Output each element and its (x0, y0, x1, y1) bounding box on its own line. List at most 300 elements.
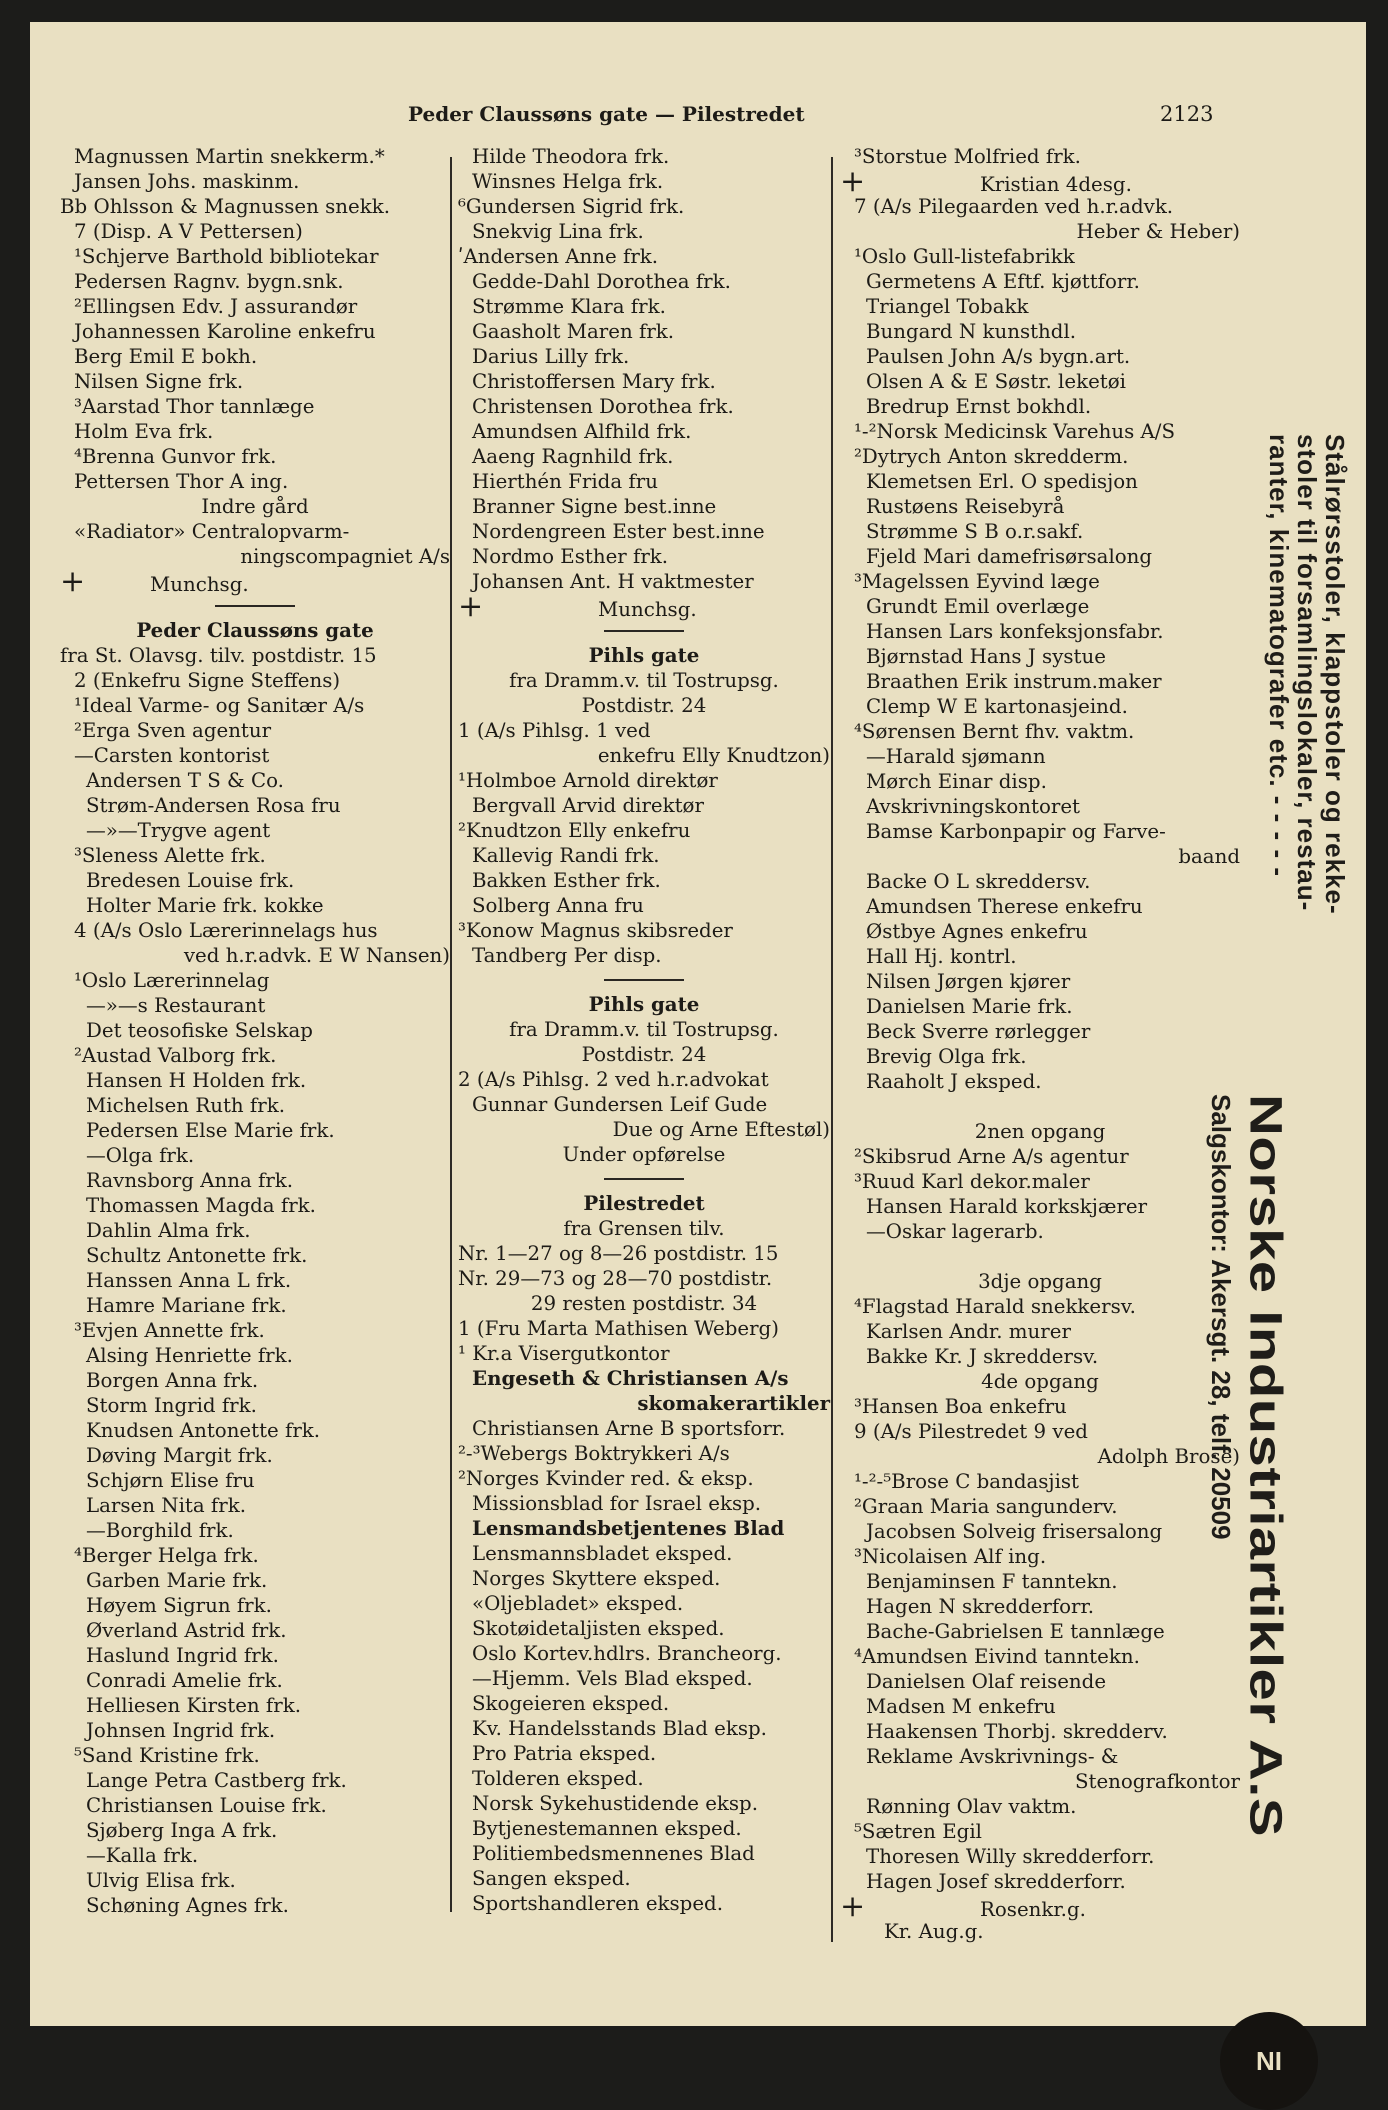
directory-line (60, 1043, 450, 1068)
directory-entry-text: Heber & Heber) (1076, 220, 1240, 243)
directory-line (60, 1693, 450, 1718)
directory-line (458, 419, 830, 444)
directory-line (840, 1644, 1240, 1669)
directory-line (60, 1793, 450, 1818)
directory-entry-text: Mørch Einar disp. (866, 770, 1047, 793)
directory-entry-text: ⁴Sørensen Bernt fhv. vaktm. (854, 720, 1135, 743)
directory-entry-text: Sportshandleren eksped. (472, 1892, 724, 1915)
directory-line (60, 1268, 450, 1293)
directory-line (458, 1067, 830, 1092)
directory-entry-text: —Borghild frk. (86, 1519, 234, 1542)
directory-entry-text: Missionsblad for Israel eksp. (472, 1492, 762, 1515)
directory-entry-text: Schjørn Elise fru (86, 1469, 255, 1492)
directory-entry-text: ⁴Flagstad Harald snekkersv. (854, 1295, 1136, 1318)
directory-line (60, 1293, 450, 1318)
directory-entry-text: Conradi Amelie frk. (86, 1669, 283, 1692)
directory-entry-text: ³Hansen Boa enkefru (854, 1395, 1067, 1418)
directory-line (840, 1269, 1240, 1294)
directory-entry-text: Johannessen Karoline enkefru (74, 320, 376, 343)
directory-line (458, 1341, 830, 1366)
directory-entry-text: —Carsten kontorist (74, 744, 270, 767)
directory-line (60, 743, 450, 768)
directory-line (458, 1366, 830, 1391)
directory-entry-text: Beck Sverre rørlegger (866, 1020, 1091, 1043)
directory-line (458, 569, 830, 594)
directory-entry-text: 1 (Fru Marta Mathisen Weberg) (458, 1317, 779, 1340)
section-rule (604, 1178, 684, 1180)
directory-entry-text: Fjeld Mari damefrisørsalong (866, 545, 1153, 568)
directory-line (60, 1743, 450, 1768)
directory-entry-text: Avskrivningskontoret (866, 795, 1080, 818)
directory-line (60, 1468, 450, 1493)
directory-entry-text: ⁴Berger Helga frk. (74, 1544, 259, 1567)
section-rule (604, 979, 684, 981)
directory-line (60, 469, 450, 494)
directory-line (840, 1344, 1240, 1369)
ad-text-line-3: ranter, kinematografer etc. - - - - - (1264, 434, 1294, 877)
directory-line (458, 1516, 830, 1541)
directory-entry-text: Nr. 29—73 og 28—70 postdistr. (458, 1267, 773, 1290)
directory-line (458, 1866, 830, 1891)
directory-line (840, 294, 1240, 319)
directory-entry-text: ³Sleness Alette frk. (74, 844, 266, 867)
company-logo-icon: NI (1220, 2012, 1318, 2110)
directory-line (60, 1568, 450, 1593)
directory-entry-text: Gunnar Gundersen Leif Gude (472, 1093, 768, 1116)
directory-line (458, 1042, 830, 1067)
directory-line (458, 444, 830, 469)
directory-line (458, 1441, 830, 1466)
directory-entry-text: ³Magelssen Eyvind læge (854, 570, 1100, 593)
directory-entry-text: ved h.r.advk. E W Nansen) (183, 944, 450, 967)
directory-entry-text: Holm Eva frk. (74, 420, 214, 443)
directory-entry-text: Hierthén Frida fru (472, 470, 658, 493)
directory-line (458, 494, 830, 519)
directory-line (458, 768, 830, 793)
directory-entry-text: Solberg Anna fru (472, 894, 644, 917)
directory-line (840, 769, 1240, 794)
directory-entry-text: Darius Lilly frk. (472, 345, 630, 368)
directory-entry-text: Johnsen Ingrid frk. (86, 1719, 276, 1742)
directory-line (60, 1518, 450, 1543)
directory-entry-text: ⁴Brenna Gunvor frk. (74, 445, 277, 468)
directory-entry-text: Thoresen Willy skredderforr. (866, 1845, 1155, 1868)
directory-line (458, 194, 830, 219)
directory-entry-text: ³Nicolaisen Alf ing. (854, 1545, 1047, 1568)
directory-entry-text: Pihls gate (588, 992, 700, 1016)
directory-entry-text: Bungard N kunsthdl. (866, 320, 1077, 343)
directory-line (458, 269, 830, 294)
directory-line (458, 893, 830, 918)
directory-entry-text: Hamre Mariane frk. (86, 1294, 287, 1317)
directory-entry-text: Gedde-Dahl Dorothea frk. (472, 270, 731, 293)
directory-entry-text: Johansen Ant. H vaktmester (472, 570, 754, 593)
directory-entry-text: Pedersen Else Marie frk. (86, 1119, 335, 1142)
directory-entry-text: ²Skibsrud Arne A/s agentur (854, 1145, 1129, 1168)
directory-entry-text: Bjørnstad Hans J systue (866, 645, 1106, 668)
directory-line (60, 1868, 450, 1893)
directory-line (840, 1469, 1240, 1494)
directory-entry-text: 4de opgang (981, 1370, 1099, 1393)
directory-entry-text: Munchsg. (150, 573, 249, 596)
page-number: 2123 (1160, 102, 1214, 126)
directory-line (840, 1694, 1240, 1719)
directory-line (840, 569, 1240, 594)
directory-entry-text: Nilsen Jørgen kjører (866, 970, 1071, 993)
directory-entry-text: Bakke Kr. J skreddersv. (866, 1345, 1099, 1368)
directory-entry-text: Garben Marie frk. (86, 1569, 268, 1592)
directory-line (458, 1117, 830, 1142)
directory-entry-text: ¹Schjerve Barthold bibliotekar (74, 245, 379, 268)
directory-entry-text: Reklame Avskrivnings- & (866, 1745, 1119, 1768)
directory-entry-text: Strøm-Andersen Rosa fru (86, 794, 341, 817)
directory-entry-text: —Oskar lagerarb. (866, 1220, 1044, 1243)
directory-line (840, 844, 1240, 869)
directory-entry-text: Due og Arne Eftestøl) (612, 1118, 830, 1141)
directory-line (840, 1919, 1240, 1944)
directory-entry-text: Adolph Brose) (1097, 1445, 1240, 1468)
directory-entry-text: Norges Skyttere eksped. (472, 1567, 721, 1590)
directory-line (840, 919, 1240, 944)
directory-entry-text: ²Graan Maria sangunderv. (854, 1495, 1118, 1518)
directory-line (60, 144, 450, 169)
directory-entry-text: Nilsen Signe frk. (74, 370, 244, 393)
directory-line (60, 519, 450, 544)
directory-entry-text: Skotøidetaljisten eksped. (472, 1617, 725, 1640)
directory-entry-text: Skogeieren eksped. (472, 1692, 670, 1715)
directory-entry-text: 7 (Disp. A V Pettersen) (74, 220, 303, 243)
cross-mark: + (840, 1889, 866, 1924)
directory-line (458, 469, 830, 494)
directory-line (840, 269, 1240, 294)
directory-line (60, 693, 450, 718)
directory-line (840, 1319, 1240, 1344)
directory-entry-text: Kallevig Randi frk. (472, 844, 660, 867)
directory-line (458, 1616, 830, 1641)
directory-line (458, 1266, 830, 1291)
directory-line (840, 1719, 1240, 1744)
directory-line (458, 793, 830, 818)
directory-entry-text: 2 (A/s Pihlsg. 2 ved h.r.advokat (458, 1068, 769, 1091)
directory-line (840, 1819, 1240, 1844)
directory-entry-text: Rønning Olav vaktm. (866, 1795, 1077, 1818)
directory-line (840, 1294, 1240, 1319)
directory-line (458, 1216, 830, 1241)
directory-line (840, 164, 1240, 199)
directory-line (60, 918, 450, 943)
directory-line (60, 843, 450, 868)
directory-entry-text: «Radiator» Centralopvarm- (74, 520, 350, 543)
directory-entry-text: «Oljebladet» eksped. (472, 1592, 684, 1615)
directory-entry-text: Danielsen Olaf reisende (866, 1670, 1107, 1693)
directory-entry-text: Bytjenestemannen eksped. (472, 1817, 742, 1840)
directory-entry-text: Clemp W E kartonasjeind. (866, 695, 1128, 718)
directory-entry-text: Hansen Harald korkskjærer (866, 1195, 1148, 1218)
directory-entry-text: Danielsen Marie frk. (866, 995, 1073, 1018)
directory-line (840, 444, 1240, 469)
directory-entry-text: ³Aarstad Thor tannlæge (74, 395, 315, 418)
directory-entry-text: ²-³Webergs Boktrykkeri A/s (458, 1442, 730, 1465)
directory-line (840, 794, 1240, 819)
directory-entry-text: 29 resten postdistr. 34 (530, 1292, 758, 1315)
directory-entry-text: Benjaminsen F tanntekn. (866, 1570, 1118, 1593)
directory-entry-text: Sangen eksped. (472, 1867, 631, 1890)
directory-line (60, 1718, 450, 1743)
directory-entry-text: fra Dramm.v. til Tostrupsg. (509, 1018, 779, 1041)
directory-line (840, 1394, 1240, 1419)
directory-line (458, 1391, 830, 1416)
directory-entry-text: Bredesen Louise frk. (86, 869, 295, 892)
directory-entry-text: —Harald sjømann (866, 745, 1046, 768)
directory-line (60, 1543, 450, 1568)
directory-entry-text: Branner Signe best.inne (472, 495, 717, 518)
directory-entry-text: Døving Margit frk. (86, 1444, 273, 1467)
directory-entry-text: Bergvall Arvid direktør (472, 794, 704, 817)
directory-line (840, 969, 1240, 994)
directory-line (840, 1419, 1240, 1444)
directory-entry-text: Rosenkr.g. (980, 1898, 1086, 1921)
directory-entry-text: Politiembedsmennenes Blad (472, 1842, 755, 1865)
directory-line (60, 1893, 450, 1918)
directory-entry-text: Ravnsborg Anna frk. (86, 1169, 294, 1192)
directory-entry-text: 1 (A/s Pihlsg. 1 ved (458, 719, 651, 742)
directory-line (458, 219, 830, 244)
directory-line (840, 744, 1240, 769)
directory-entry-text: Rustøens Reisebyrå (866, 495, 1065, 518)
directory-line (458, 1791, 830, 1816)
blank-line (840, 1094, 1240, 1119)
directory-entry-text: 4 (A/s Oslo Lærerinnelags hus (74, 919, 378, 942)
directory-entry-text: Winsnes Helga frk. (472, 170, 664, 193)
directory-entry-text: Indre gård (201, 495, 309, 518)
directory-entry-text: Peder Claussøns gate (136, 618, 374, 642)
directory-entry-text: Bb Ohlsson & Magnussen snekk. (60, 195, 390, 218)
directory-line (840, 1594, 1240, 1619)
directory-entry-text: Hilde Theodora frk. (472, 145, 670, 168)
directory-line (840, 1769, 1240, 1794)
directory-line (458, 394, 830, 419)
directory-line (458, 843, 830, 868)
directory-entry-text: ²Austad Valborg frk. (74, 1044, 277, 1067)
directory-line (458, 693, 830, 718)
directory-line (840, 494, 1240, 519)
directory-line (60, 1118, 450, 1143)
directory-line (60, 219, 450, 244)
directory-entry-text: Borgen Anna frk. (86, 1369, 259, 1392)
directory-line (458, 169, 830, 194)
directory-line (840, 1194, 1240, 1219)
directory-entry-text: Christiansen Louise frk. (86, 1794, 327, 1817)
section-rule (215, 605, 295, 607)
directory-entry-text: ¹-²-⁵Brose C bandasjist (854, 1470, 1079, 1493)
directory-line (840, 1544, 1240, 1569)
directory-line (840, 1889, 1240, 1924)
directory-entry-text: 7 (A/s Pilegaarden ved h.r.advk. (854, 195, 1174, 218)
directory-entry-text: Øverland Astrid frk. (86, 1619, 287, 1642)
section-heading (60, 618, 450, 643)
directory-entry-text: Hansen Lars konfeksjonsfabr. (866, 620, 1164, 643)
directory-line (840, 719, 1240, 744)
directory-entry-text: ²Dytrych Anton skredderm. (854, 445, 1129, 468)
directory-entry-text: Braathen Erik instrum.maker (866, 670, 1162, 693)
directory-line (458, 319, 830, 344)
directory-line (60, 1843, 450, 1868)
directory-entry-text: Karlsen Andr. murer (866, 1320, 1071, 1343)
directory-line (60, 419, 450, 444)
directory-line (840, 1794, 1240, 1819)
directory-line (840, 219, 1240, 244)
directory-line (840, 669, 1240, 694)
directory-line (60, 294, 450, 319)
directory-line (60, 319, 450, 344)
directory-line (458, 1691, 830, 1716)
directory-line (60, 1593, 450, 1618)
directory-line (458, 344, 830, 369)
cross-mark: + (60, 564, 86, 599)
directory-entry-text: ʹAndersen Anne frk. (458, 245, 659, 268)
column-left (60, 144, 450, 1918)
directory-line (458, 1291, 830, 1316)
directory-line (458, 1641, 830, 1666)
directory-line (840, 1519, 1240, 1544)
directory-entry-text: ²Ellingsen Edv. J assurandør (74, 295, 358, 318)
directory-entry-text: Bamse Karbonpapir og Farve- (866, 820, 1166, 843)
section-heading (458, 992, 830, 1017)
directory-entry-text: Larsen Nita frk. (86, 1494, 246, 1517)
directory-entry-text: Sjøberg Inga A frk. (86, 1819, 278, 1842)
directory-line (458, 1541, 830, 1566)
directory-entry-text: Kr. Aug.g. (884, 1920, 984, 1943)
directory-line (60, 369, 450, 394)
directory-entry-text: Strømme Klara frk. (472, 295, 666, 318)
directory-entry-text: fra Dramm.v. til Tostrupsg. (509, 669, 779, 692)
directory-line (458, 818, 830, 843)
directory-entry-text: ⁵Sætren Egil (854, 1820, 982, 1843)
directory-line (458, 1017, 830, 1042)
directory-entry-text: Andersen T S & Co. (86, 769, 284, 792)
directory-entry-text: 3dje opgang (978, 1270, 1102, 1293)
directory-line (840, 1044, 1240, 1069)
directory-entry-text: Knudsen Antonette frk. (86, 1419, 321, 1442)
directory-entry-text: Magnussen Martin snekkerm.* (74, 145, 385, 168)
directory-entry-text: ²Erga Sven agentur (74, 719, 272, 742)
directory-line (458, 1666, 830, 1691)
directory-line (840, 994, 1240, 1019)
directory-line (840, 1494, 1240, 1519)
directory-entry-text: Pro Patria eksped. (472, 1742, 657, 1765)
directory-line (458, 718, 830, 743)
directory-line (840, 394, 1240, 419)
directory-entry-text: Dahlin Alma frk. (86, 1219, 251, 1242)
directory-line (840, 1019, 1240, 1044)
directory-entry-text: Haslund Ingrid frk. (86, 1644, 279, 1667)
directory-entry-text: Gaasholt Maren frk. (472, 320, 675, 343)
directory-line (60, 1643, 450, 1668)
directory-entry-text: Hansen H Holden frk. (86, 1069, 307, 1092)
directory-line (60, 1093, 450, 1118)
directory-entry-text: ¹ Kr.a Visergutkontor (458, 1342, 670, 1365)
directory-entry-text: Michelsen Ruth frk. (86, 1094, 285, 1117)
directory-entry-text: Triangel Tobakk (866, 295, 1029, 318)
directory-entry-text: ¹-²Norsk Medicinsk Varehus A/S (854, 420, 1176, 443)
directory-entry-text: skomakerartikler (637, 1391, 830, 1415)
directory-line (840, 544, 1240, 569)
directory-line (60, 768, 450, 793)
directory-entry-text: Østbye Agnes enkefru (866, 920, 1088, 943)
directory-entry-text: Bakken Esther frk. (472, 869, 661, 892)
directory-entry-text: Nordengreen Ester best.inne (472, 520, 765, 543)
directory-line (840, 419, 1240, 444)
directory-line (458, 1741, 830, 1766)
directory-line (458, 868, 830, 893)
directory-entry-text: Lensmannsbladet eksped. (472, 1542, 733, 1565)
directory-line (60, 169, 450, 194)
directory-line (458, 668, 830, 693)
directory-line (60, 544, 450, 569)
directory-entry-text: 9 (A/s Pilestredet 9 ved (854, 1420, 1088, 1443)
directory-entry-text: ⁶Gundersen Sigrid frk. (458, 195, 685, 218)
directory-entry-text: Norsk Sykehustidende eksp. (472, 1792, 758, 1815)
directory-line (60, 668, 450, 693)
directory-entry-text: Postdistr. 24 (581, 1043, 707, 1066)
directory-line (840, 694, 1240, 719)
directory-line (840, 1444, 1240, 1469)
directory-line (60, 494, 450, 519)
directory-entry-text: ²Knudtzon Elly enkefru (458, 819, 691, 842)
directory-entry-text: ⁵Sand Kristine frk. (74, 1744, 260, 1767)
directory-entry-text: Postdistr. 24 (581, 694, 707, 717)
directory-entry-text: Strømme S B o.r.sakf. (866, 520, 1084, 543)
directory-entry-text: Raaholt J eksped. (866, 1070, 1042, 1093)
directory-line (60, 1618, 450, 1643)
column-middle (458, 144, 830, 1916)
cross-mark: + (458, 589, 484, 624)
directory-entry-text: Ulvig Elisa frk. (86, 1869, 236, 1892)
cross-mark: + (840, 164, 866, 199)
directory-page (30, 22, 1366, 2076)
directory-line (458, 1716, 830, 1741)
directory-entry-text: Pihls gate (588, 643, 700, 667)
directory-line (840, 344, 1240, 369)
directory-entry-text: Jacobsen Solveig frisersalong (866, 1520, 1163, 1543)
directory-line (60, 1368, 450, 1393)
directory-entry-text: Grundt Emil overlæge (866, 595, 1090, 618)
directory-entry-text: Nordmo Esther frk. (472, 545, 669, 568)
directory-entry-text: fra St. Olavsg. tilv. postdistr. 15 (60, 644, 377, 667)
directory-line (60, 1343, 450, 1368)
directory-line (60, 244, 450, 269)
directory-line (60, 993, 450, 1018)
directory-line (840, 1669, 1240, 1694)
directory-entry-text: Germetens A Eftf. kjøttforr. (866, 270, 1140, 293)
directory-entry-text: Hanssen Anna L frk. (86, 1269, 292, 1292)
directory-entry-text: ³Evjen Annette frk. (74, 1319, 265, 1342)
directory-line (60, 269, 450, 294)
directory-entry-text: Bredrup Ernst bokhdl. (866, 395, 1092, 418)
directory-entry-text: 2nen opgang (974, 1120, 1106, 1143)
directory-entry-text: Christoffersen Mary frk. (472, 370, 716, 393)
directory-line (60, 194, 450, 219)
directory-entry-text: Pilestredet (583, 1191, 705, 1215)
directory-line (458, 1241, 830, 1266)
directory-entry-text: ³Ruud Karl dekor.maler (854, 1170, 1090, 1193)
directory-line (458, 589, 830, 624)
directory-entry-text: —Hjemm. Vels Blad eksped. (472, 1667, 753, 1690)
directory-line (840, 194, 1240, 219)
directory-entry-text: Holter Marie frk. kokke (86, 894, 324, 917)
directory-entry-text: Amundsen Therese enkefru (866, 895, 1143, 918)
directory-entry-text: 2 (Enkefru Signe Steffens) (74, 669, 341, 692)
